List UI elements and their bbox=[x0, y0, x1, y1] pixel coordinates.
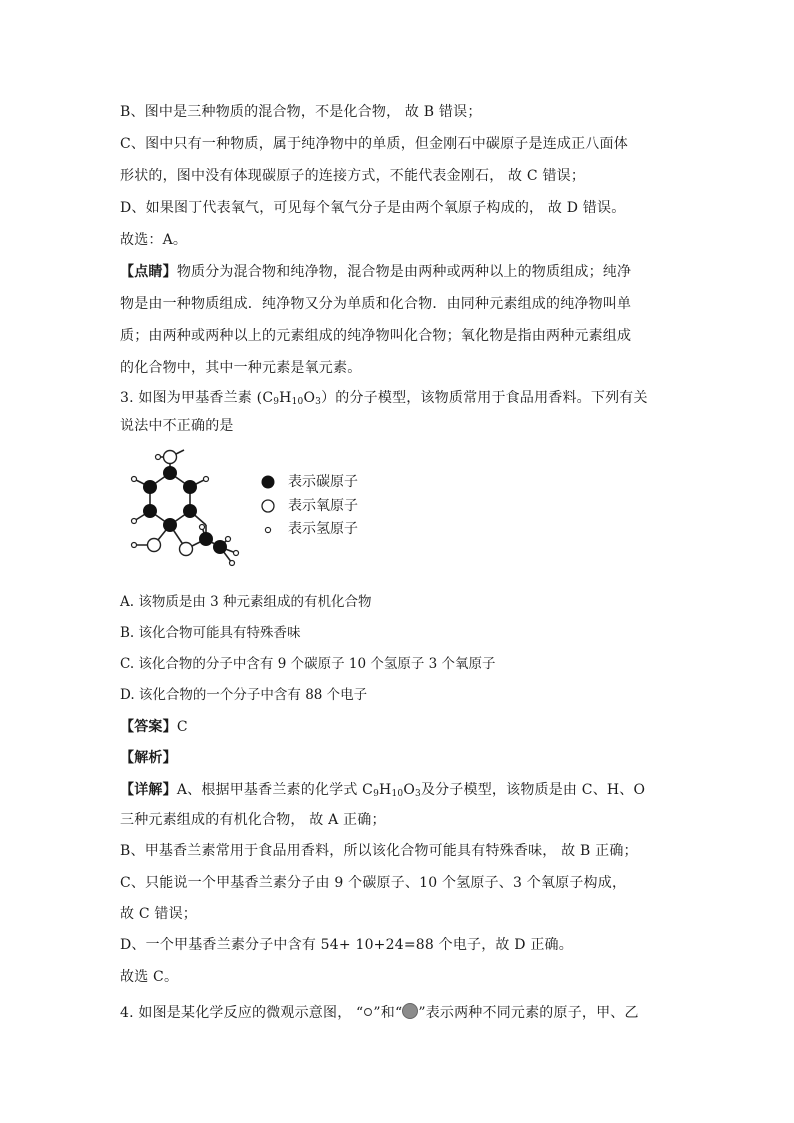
q2-final-answer: 故选：A。 bbox=[120, 232, 188, 248]
detail1-suffix: 及分子模型，该物质是由 C、H、O bbox=[420, 782, 646, 798]
legend-carbon-label: 表示碳原子 bbox=[288, 474, 358, 490]
answer-value: C bbox=[176, 719, 188, 735]
formula-sub-o: 3 bbox=[315, 397, 322, 407]
oxygen-legend-icon bbox=[258, 496, 278, 516]
q3-detail-line2: 三种元素组成的有机化合物， 故 A 正确； bbox=[120, 812, 386, 828]
q3-final-answer: 故选 C。 bbox=[120, 969, 179, 985]
carbon-legend-icon bbox=[258, 472, 278, 492]
detail-o: O bbox=[403, 782, 415, 798]
q4-stem-mid: ”和“ bbox=[373, 1005, 403, 1021]
q3-detail-line5: 故 C 错误； bbox=[120, 906, 198, 922]
q2-option-c-explanation-line2: 形状的，图中没有体现碳原子的连接方式，不能代表金刚石， 故 C 错误； bbox=[120, 168, 586, 184]
detail1-prefix: A、根据甲基香兰素的化学式 C bbox=[176, 782, 374, 798]
q2-tip-line3: 质；由两种或两种以上的元素组成的纯净物叫化合物；氧化物是指由两种元素组成 bbox=[120, 328, 632, 344]
formula-sub-c: 9 bbox=[273, 397, 280, 407]
detail-sub-o: 3 bbox=[415, 789, 421, 799]
small-atom-icon bbox=[364, 1008, 372, 1016]
q3-detail-line1 bbox=[120, 780, 645, 800]
q3-stem-prefix: 3. 如图为甲基香兰素 (C bbox=[120, 390, 274, 406]
formula-o: O bbox=[303, 390, 316, 406]
q3-detail-line6: D、一个甲基香兰素分子中含有 54+ 10+24=88 个电子，故 D 正确。 bbox=[120, 937, 573, 953]
q3-detail-line3: B、甲基香兰素常用于食品用香料，所以该化合物可能具有特殊香味， 故 B 正确； bbox=[120, 843, 638, 859]
q3-option-d: D. 该化合物的一个分子中含有 88 个电子 bbox=[120, 687, 368, 703]
q2-option-c-explanation-line1: C、图中只有一种物质，属于纯净物中的单质，但金刚石中碳原子是连成正八面体 bbox=[120, 136, 628, 152]
detail-sub-h: 10 bbox=[391, 789, 404, 799]
detail-h: H bbox=[379, 782, 392, 798]
tip-label: 【点睛】 bbox=[120, 264, 177, 280]
formula-h: H bbox=[279, 390, 292, 406]
molecule-model-diagram bbox=[120, 445, 260, 580]
q3-stem-line1 bbox=[120, 388, 648, 408]
q2-tip-line2: 物是由一种物质组成．纯净物又分为单质和化合物．由同种元素组成的纯净物叫单 bbox=[120, 296, 632, 312]
analysis-label: 【解析】 bbox=[120, 750, 177, 766]
tip-text-1: 物质分为混合物和纯净物，混合物是由两种或两种以上的物质组成；纯净 bbox=[176, 264, 632, 280]
q2-tip-line4: 的化合物中，其中一种元素是氧元素。 bbox=[120, 360, 362, 376]
q3-option-c: C. 该化合物的分子中含有 9 个碳原子 10 个氢原子 3 个氧原子 bbox=[120, 656, 496, 672]
q3-option-a: A. 该物质是由 3 种元素组成的有机化合物 bbox=[120, 594, 372, 610]
q4-stem-prefix: 4. 如图是某化学反应的微观示意图， “ bbox=[120, 1005, 364, 1021]
q3-analysis-label bbox=[120, 748, 177, 768]
q2-option-b-explanation: B、图中是三种物质的混合物，不是化合物， 故 B 错误； bbox=[120, 104, 482, 120]
q3-stem-line2: 说法中不正确的是 bbox=[120, 418, 234, 434]
answer-label: 【答案】 bbox=[120, 719, 177, 735]
formula-sub-h: 10 bbox=[291, 397, 304, 407]
q4-stem-suffix: ”表示两种不同元素的原子，甲、乙 bbox=[418, 1005, 639, 1021]
legend-oxygen-label: 表示氧原子 bbox=[288, 498, 358, 514]
detail-sub-c: 9 bbox=[373, 789, 380, 799]
q4-stem bbox=[120, 1003, 639, 1023]
gray-atom-icon bbox=[402, 1003, 418, 1019]
q3-detail-line4: C、只能说一个甲基香兰素分子由 9 个碳原子、10 个氢原子、3 个氧原子构成， bbox=[120, 875, 627, 891]
q3-answer bbox=[120, 717, 188, 737]
hydrogen-legend-icon bbox=[258, 520, 278, 540]
q3-stem-suffix: ）的分子模型，该物质常用于食品用香料。下列有关 bbox=[321, 390, 648, 406]
q2-tip-line1 bbox=[120, 262, 631, 282]
detail-label: 【详解】 bbox=[120, 782, 177, 798]
q3-option-b: B. 该化合物可能具有特殊香味 bbox=[120, 625, 301, 641]
q2-option-d-explanation: D、如果图丁代表氧气，可见每个氧气分子是由两个氧原子构成的， 故 D 错误。 bbox=[120, 200, 626, 216]
legend-hydrogen-label: 表示氢原子 bbox=[288, 521, 358, 537]
